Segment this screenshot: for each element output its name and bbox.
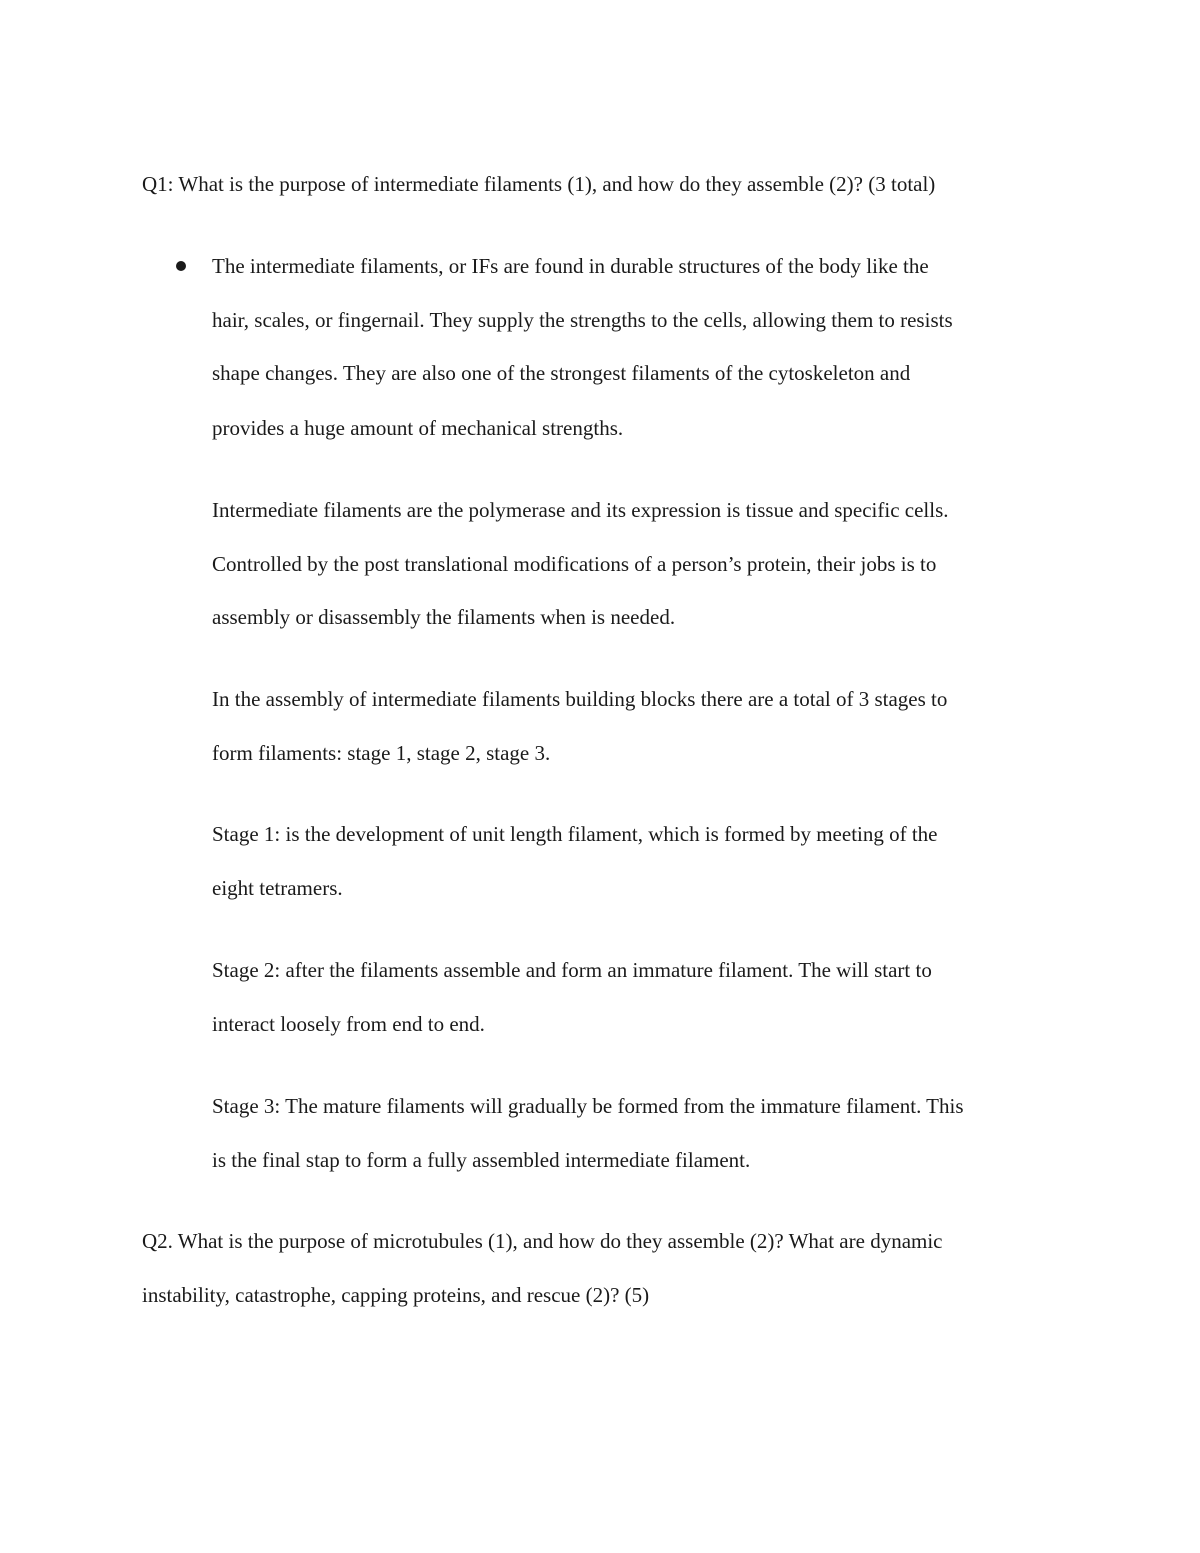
- q2-question-line-1: Q2. What is the purpose of microtubules (1), and how do they assemble (2)? What are dynamic: [142, 1229, 943, 1253]
- para3-line-2: form filaments: stage 1, stage 2, stage 3.: [212, 741, 551, 765]
- stage3-line-2: is the final stap to form a fully assembled intermediate filament.: [212, 1148, 751, 1172]
- bullet-icon: [176, 261, 186, 271]
- q1-question: Q1: What is the purpose of intermediate filaments (1), and how do they assemble (2)? (3 total): [142, 172, 936, 196]
- para3-line-1: In the assembly of intermediate filaments building blocks there are a total of 3 stages to: [212, 687, 948, 711]
- stage3-line-1: Stage 3: The mature filaments will gradually be formed from the immature filament. This: [212, 1094, 964, 1118]
- stage2-line-2: interact loosely from end to end.: [212, 1012, 485, 1036]
- stage2-line-1: Stage 2: after the filaments assemble and form an immature filament. The will start to: [212, 958, 932, 982]
- bullet-line-4: provides a huge amount of mechanical strengths.: [212, 416, 624, 440]
- para2-line-2: Controlled by the post translational modifications of a person’s protein, their jobs is to: [212, 552, 937, 576]
- bullet-line-3: shape changes. They are also one of the strongest filaments of the cytoskeleton and: [212, 361, 911, 385]
- para2-line-3: assembly or disassembly the filaments when is needed.: [212, 605, 676, 629]
- stage1-line-1: Stage 1: is the development of unit length filament, which is formed by meeting of the: [212, 822, 938, 846]
- q2-question-line-2: instability, catastrophe, capping proteins, and rescue (2)? (5): [142, 1283, 650, 1307]
- stage1-line-2: eight tetramers.: [212, 876, 343, 900]
- bullet-line-1: The intermediate filaments, or IFs are found in durable structures of the body like the: [212, 254, 929, 278]
- bullet-line-2: hair, scales, or fingernail. They supply the strengths to the cells, allowing them to resists: [212, 308, 953, 332]
- para2-line-1: Intermediate filaments are the polymerase and its expression is tissue and specific cells.: [212, 498, 949, 522]
